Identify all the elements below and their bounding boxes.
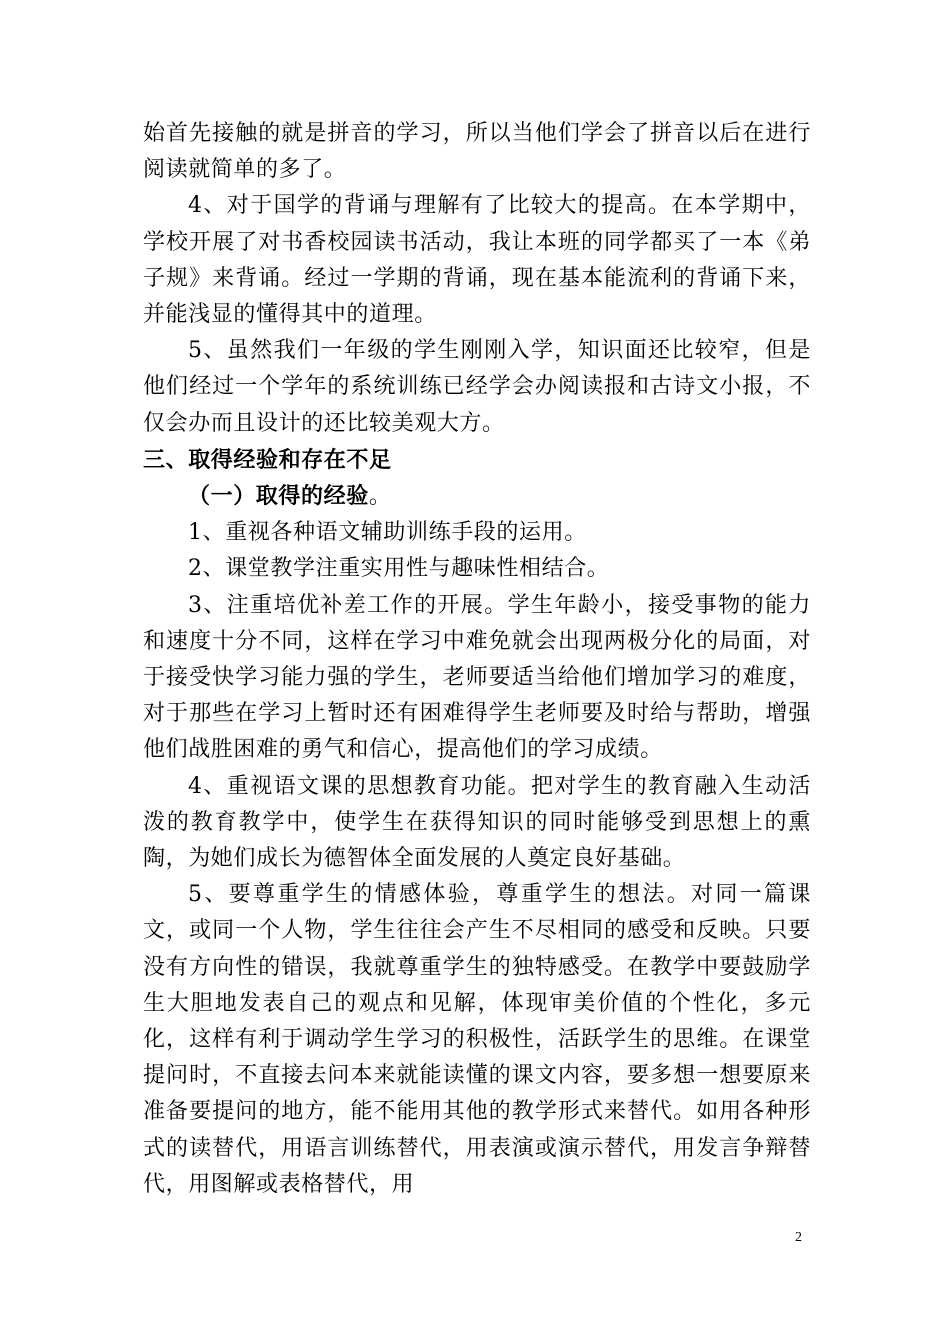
experience-item-1: 1、重视各种语文辅助训练手段的运用。 xyxy=(188,520,587,546)
paragraph-continuation: 始首先接触的就是拼音的学习，所以当他们学会了拼音以后在进行阅读就简单的多了。 xyxy=(143,121,811,183)
document-body xyxy=(143,116,811,1203)
experience-item-2: 2、课堂教学注重实用性与趣味性相结合。 xyxy=(188,556,610,582)
experience-item-5: 5、要尊重学生的情感体验，尊重学生的想法。对同一篇课文，或同一个人物，学生往往会产生不尽相同的感受和反映。只要没有方向性的错误，我就尊重学生的独特感受。在教学中要鼓励学生大胆地发表自己的观点和见解，体现审美价值的个性化，多元化，这样有利于调动学生学习的积极性，活跃学生的思维。在课堂提问时，不直接去问本来就能读懂的课文内容，要多想一想要原来准备要提问的地方，能不能用其他的教学形式来替代。如用各种形式的读替代，用语言训练替代，用表演或演示替代，用发言争辩替代，用图解或表格替代，用 xyxy=(143,882,811,1197)
subsection-suffix: 。 xyxy=(368,484,392,510)
section-heading: 三、取得经验和存在不足 xyxy=(143,446,392,473)
experience-item-3: 3、注重培优补差工作的开展。学生年龄小，接受事物的能力和速度十分不同，这样在学习中难免就会出现两极分化的局面，对于接受快学习能力强的学生，老师要适当给他们增加学习的难度，对于那些在学习上暂时还有困难得学生老师要及时给与帮助，增强他们战胜困难的勇气和信心，提高他们的学习成绩。 xyxy=(143,592,811,763)
page-number: 2 xyxy=(795,1230,802,1245)
paragraph-item-5: 5、虽然我们一年级的学生刚刚入学，知识面还比较窄，但是他们经过一个学年的系统训练已经学会办阅读报和古诗文小报，不仅会办而且设计的还比较美观大方。 xyxy=(143,338,811,436)
subsection-heading xyxy=(143,478,811,515)
paragraph-item-4: 4、对于国学的背诵与理解有了比较大的提高。在本学期中，学校开展了对书香校园读书活动，我让本班的同学都买了一本《弟子规》来背诵。经过一学期的背诵，现在基本能流利的背诵下来，并能浅显的懂得其中的道理。 xyxy=(143,193,811,328)
subsection-title: （一）取得的经验 xyxy=(188,483,369,510)
experience-item-4: 4、重视语文课的思想教育功能。把对学生的教育融入生动活泼的教育教学中，使学生在获得知识的同时能够受到思想上的熏陶，为她们成长为德智体全面发展的人奠定良好基础。 xyxy=(143,773,811,872)
